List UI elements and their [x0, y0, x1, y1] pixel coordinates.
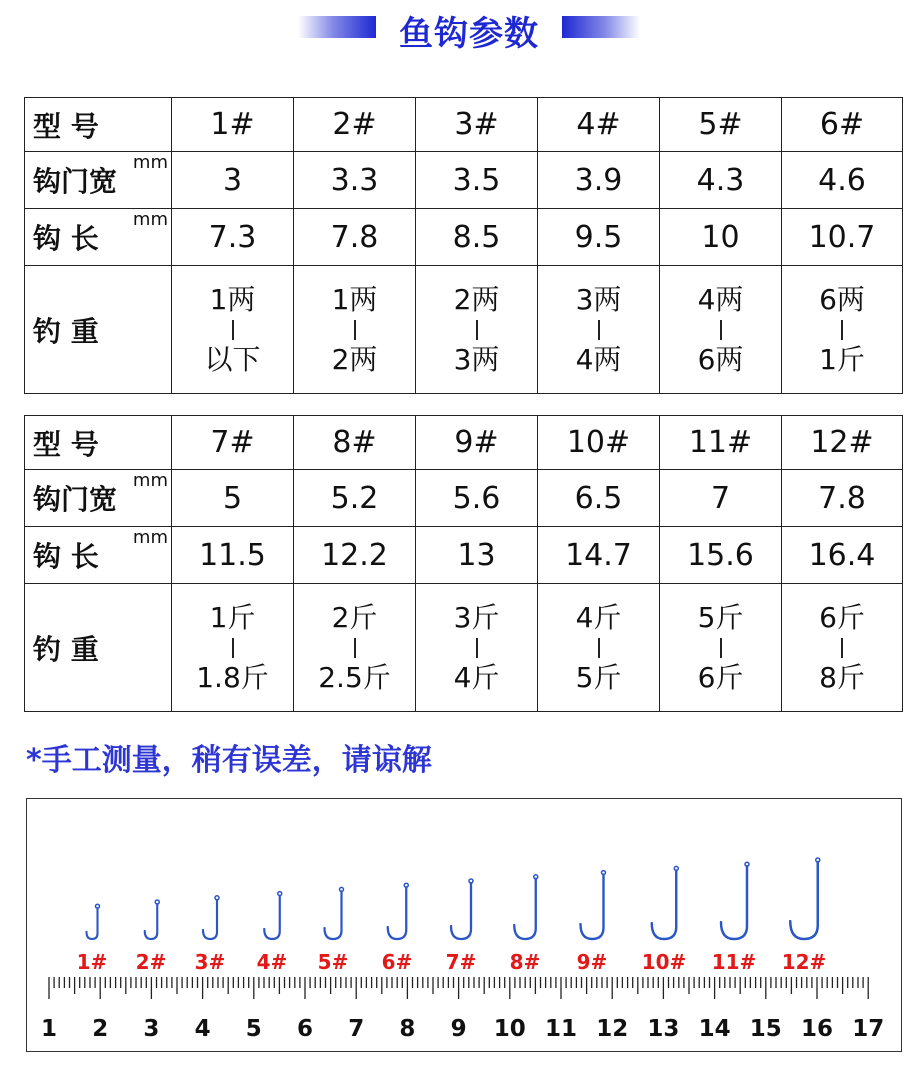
ruler-number: 6	[296, 1016, 314, 1042]
spec-table-1	[24, 97, 903, 394]
length-header	[25, 527, 172, 584]
length-label: 钩 长	[33, 222, 99, 255]
hook-eye-icon	[155, 900, 159, 904]
range-separator	[354, 638, 356, 658]
width-label: 钩门宽	[33, 165, 118, 198]
range-separator	[476, 638, 478, 658]
range-separator	[232, 638, 234, 658]
hook-eye-icon	[404, 883, 408, 887]
hook-label: 7#	[445, 950, 477, 974]
length-cell: 7.3	[172, 209, 294, 266]
hook-label: 1#	[76, 950, 108, 974]
weight-header: 钓 重	[25, 584, 172, 712]
weight-min: 2两	[453, 282, 500, 316]
hook-size-comparison	[26, 798, 902, 1052]
hook-eye-icon	[278, 892, 282, 896]
length-cell: 16.4	[782, 527, 903, 584]
model-cell: 5#	[660, 98, 782, 152]
weight-cell	[416, 584, 538, 712]
length-cell: 14.7	[538, 527, 660, 584]
weight-max: 6两	[697, 342, 744, 376]
length-row	[25, 527, 903, 584]
model-cell: 1#	[172, 98, 294, 152]
hook-eye-icon	[602, 871, 606, 875]
weight-max: 1.8斤	[196, 660, 269, 694]
weight-max: 以下	[204, 342, 261, 376]
model-row	[25, 98, 903, 152]
length-cell: 8.5	[416, 209, 538, 266]
weight-cell	[172, 584, 294, 712]
width-cell: 5.2	[294, 470, 416, 527]
width-cell: 7	[660, 470, 782, 527]
width-cell: 4.3	[660, 152, 782, 209]
ruler-number: 2	[92, 1016, 109, 1042]
hook-label: 11#	[711, 950, 757, 974]
model-cell: 11#	[660, 416, 782, 470]
range-separator	[841, 638, 843, 658]
width-label: 钩门宽	[33, 483, 118, 516]
hook-eye-icon	[745, 862, 749, 866]
model-header: 型 号	[25, 98, 172, 152]
length-cell: 7.8	[294, 209, 416, 266]
range-separator	[598, 638, 600, 658]
hook-label: 10#	[641, 950, 687, 974]
width-cell: 3	[172, 152, 294, 209]
hook-icon	[325, 891, 342, 939]
weight-max: 5斤	[575, 660, 622, 694]
hook-label: 6#	[381, 950, 413, 974]
hook-label: 4#	[256, 950, 288, 974]
ruler-ticks	[49, 977, 868, 999]
weight-max: 4斤	[453, 660, 500, 694]
weight-cell	[660, 266, 782, 394]
model-cell: 10#	[538, 416, 660, 470]
weight-max: 4两	[575, 342, 622, 376]
weight-row	[25, 584, 903, 712]
weight-cell	[294, 266, 416, 394]
weight-cell	[782, 266, 903, 394]
unit-label: mm	[132, 527, 168, 548]
length-cell: 9.5	[538, 209, 660, 266]
hook-eye-icon	[534, 875, 538, 879]
hook-icon	[388, 887, 407, 939]
unit-label: mm	[132, 209, 168, 230]
ruler-number: 17	[852, 1016, 885, 1042]
model-header: 型 号	[25, 416, 172, 470]
length-cell: 13	[416, 527, 538, 584]
model-cell: 6#	[782, 98, 903, 152]
model-cell: 7#	[172, 416, 294, 470]
hook-icon	[451, 883, 471, 939]
hook-label: 2#	[135, 950, 167, 974]
ruler-number: 5	[245, 1016, 262, 1042]
weight-min: 4斤	[575, 600, 622, 634]
weight-cell	[172, 266, 294, 394]
ruler-number: 12	[596, 1016, 629, 1042]
width-cell: 5.6	[416, 470, 538, 527]
width-row	[25, 470, 903, 527]
width-cell: 3.9	[538, 152, 660, 209]
weight-min: 2斤	[331, 600, 378, 634]
model-cell: 8#	[294, 416, 416, 470]
unit-label: mm	[132, 470, 168, 491]
title-decoration-left	[298, 16, 376, 38]
length-cell: 15.6	[660, 527, 782, 584]
unit-label: mm	[132, 152, 168, 173]
page-title: 鱼钩参数	[399, 14, 539, 54]
width-cell: 7.8	[782, 470, 903, 527]
hook-label: 9#	[576, 950, 608, 974]
hook-label: 3#	[194, 950, 226, 974]
weight-cell	[538, 584, 660, 712]
hook-ruler-figure	[27, 799, 901, 1051]
weight-max: 3两	[453, 342, 500, 376]
ruler-number: 8	[399, 1016, 416, 1042]
ruler-number: 7	[348, 1016, 365, 1042]
range-separator	[720, 320, 722, 340]
ruler-number: 13	[647, 1016, 680, 1042]
range-separator	[354, 320, 356, 340]
hook-label: 12#	[781, 950, 827, 974]
measurement-note: *手工测量，稍有误差，请谅解	[26, 743, 432, 778]
hook-eye-icon	[215, 896, 219, 900]
width-cell: 6.5	[538, 470, 660, 527]
weight-header: 钓 重	[25, 266, 172, 394]
hook-eye-icon	[96, 904, 100, 908]
weight-min: 6斤	[819, 600, 865, 634]
weight-min: 4两	[697, 282, 744, 316]
weight-cell	[416, 266, 538, 394]
weight-min: 1斤	[209, 600, 256, 634]
length-cell: 10	[660, 209, 782, 266]
ruler-number: 15	[749, 1016, 782, 1042]
width-header	[25, 470, 172, 527]
width-cell: 3.3	[294, 152, 416, 209]
hook-icon	[264, 896, 280, 939]
ruler-number: 16	[800, 1016, 834, 1042]
weight-min: 6两	[819, 282, 865, 316]
model-cell: 12#	[782, 416, 903, 470]
model-cell: 9#	[416, 416, 538, 470]
length-cell: 10.7	[782, 209, 903, 266]
ruler-number: 14	[698, 1016, 731, 1042]
hook-icon	[145, 904, 158, 939]
weight-min: 3斤	[453, 600, 500, 634]
width-header	[25, 152, 172, 209]
width-cell: 3.5	[416, 152, 538, 209]
hook-icon	[514, 879, 536, 939]
model-cell: 2#	[294, 98, 416, 152]
width-row	[25, 152, 903, 209]
hook-eye-icon	[340, 887, 344, 891]
weight-row	[25, 266, 903, 394]
range-separator	[598, 320, 600, 340]
hook-icon	[203, 900, 217, 939]
weight-max: 2.5斤	[318, 660, 391, 694]
hook-icon	[652, 870, 677, 939]
hook-icon	[581, 875, 604, 939]
hook-label: 8#	[509, 950, 541, 974]
length-cell: 12.2	[294, 527, 416, 584]
weight-min: 5斤	[697, 600, 744, 634]
hook-eye-icon	[469, 879, 473, 883]
hook-eye-icon	[674, 866, 678, 870]
weight-max: 8斤	[819, 660, 865, 694]
weight-cell	[538, 266, 660, 394]
weight-min: 3两	[575, 282, 622, 316]
range-separator	[232, 320, 234, 340]
hook-label: 5#	[317, 950, 349, 974]
ruler-number: 4	[194, 1016, 211, 1042]
title-bar	[0, 4, 923, 54]
ruler-number: 10	[493, 1016, 526, 1042]
hook-eye-icon	[816, 858, 820, 862]
hook-icon	[790, 862, 818, 939]
length-header	[25, 209, 172, 266]
width-cell: 4.6	[782, 152, 903, 209]
range-separator	[841, 320, 843, 340]
length-label: 钩 长	[33, 540, 99, 573]
weight-max: 1斤	[819, 342, 865, 376]
weight-min: 1两	[331, 282, 378, 316]
title-decoration-right	[562, 16, 640, 38]
hook-icon	[721, 866, 747, 939]
weight-cell	[294, 584, 416, 712]
range-separator	[476, 320, 478, 340]
range-separator	[720, 638, 722, 658]
weight-cell	[782, 584, 903, 712]
weight-max: 2两	[331, 342, 378, 376]
model-row	[25, 416, 903, 470]
ruler-number: 3	[143, 1016, 160, 1042]
model-cell: 4#	[538, 98, 660, 152]
model-cell: 3#	[416, 98, 538, 152]
ruler-number: 1	[40, 1016, 58, 1042]
spec-table-2	[24, 415, 903, 712]
length-row	[25, 209, 903, 266]
weight-max: 6斤	[697, 660, 744, 694]
weight-min: 1两	[209, 282, 256, 316]
width-cell: 5	[172, 470, 294, 527]
hook-icon	[87, 908, 98, 939]
ruler-number: 9	[450, 1016, 467, 1042]
weight-cell	[660, 584, 782, 712]
ruler-number: 11	[544, 1016, 578, 1042]
length-cell: 11.5	[172, 527, 294, 584]
